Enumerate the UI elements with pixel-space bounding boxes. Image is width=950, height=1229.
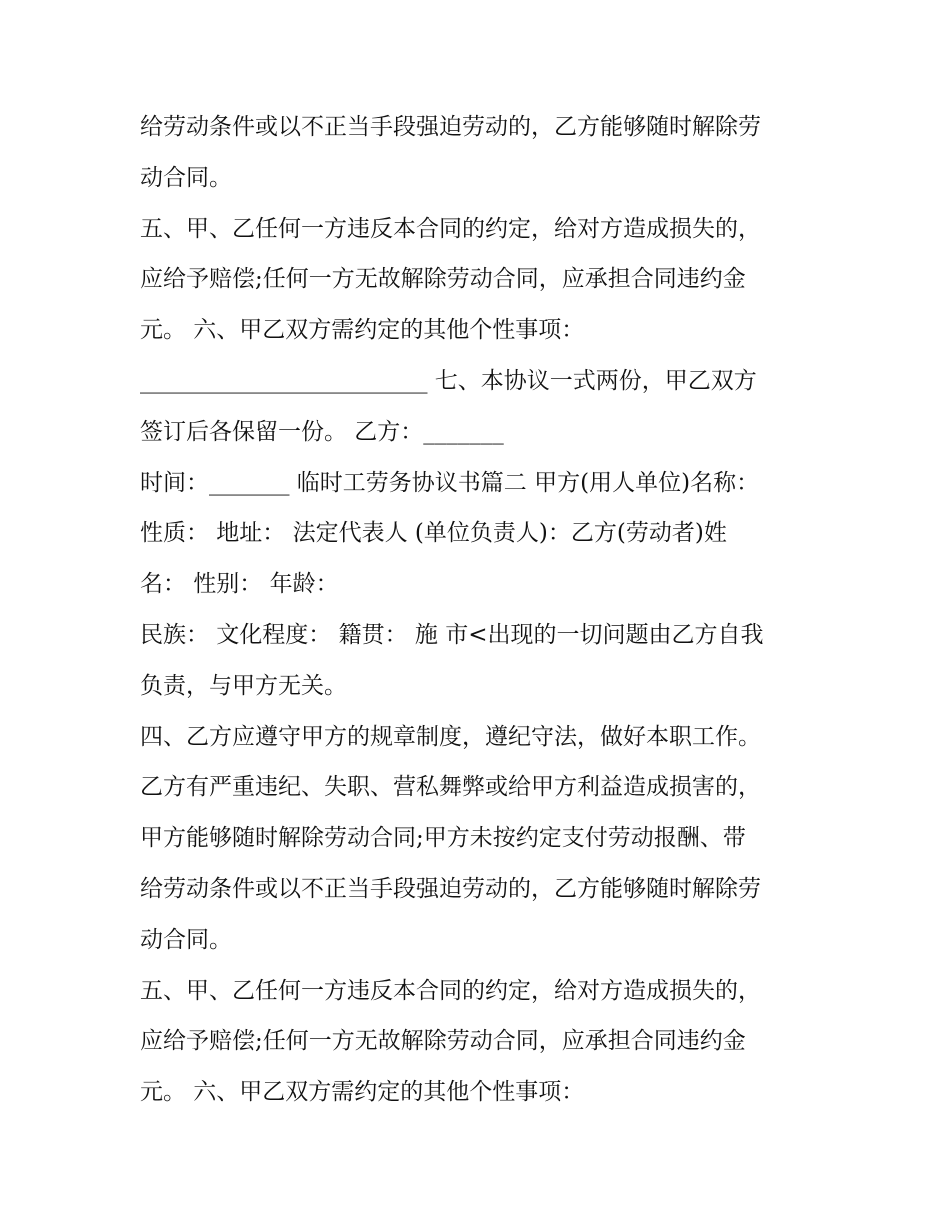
text-line: 签订后各保留一份。 乙方：_______ — [140, 418, 504, 445]
text-line: _________________________ 七、本协议一式两份，甲乙双方 — [140, 367, 757, 394]
text-line: 时间：_______ 临时工劳务协议书篇二 甲方(用人单位)名称： — [140, 469, 760, 496]
text-line: 元。 六、甲乙双方需约定的其他个性事项： — [140, 317, 585, 344]
text-line: 五、甲、乙任何一方违反本合同的约定，给对方造成损失的， — [140, 977, 761, 1004]
text-line: 乙方有严重违纪、失职、营私舞弊或给甲方利益造成损害的， — [140, 774, 761, 801]
text-line: 动合同。 — [140, 926, 232, 953]
text-line: 四、乙方应遵守甲方的规章制度，遵纪守法，做好本职工作。 — [140, 723, 761, 750]
text-line: 应给予赔偿;任何一方无故解除劳动合同，应承担合同违约金 — [140, 266, 746, 293]
text-line: 民族： 文化程度： 籍贯： 施 市<出现的一切问题由乙方自我 — [140, 621, 764, 648]
text-line: 元。 六、甲乙双方需约定的其他个性事项： — [140, 1079, 585, 1106]
text-line: 名： 性别： 年龄： — [140, 571, 339, 598]
text-line: 性质： 地址： 法定代表人 (单位负责人)：乙方(劳动者)姓 — [140, 520, 727, 547]
text-line: 五、甲、乙任何一方违反本合同的约定，给对方造成损失的， — [140, 215, 761, 242]
text-line: 动合同。 — [140, 164, 232, 191]
text-line: 给劳动条件或以不正当手段强迫劳动的，乙方能够随时解除劳 — [140, 875, 761, 902]
text-line: 给劳动条件或以不正当手段强迫劳动的，乙方能够随时解除劳 — [140, 114, 761, 140]
text-line: 应给予赔偿;任何一方无故解除劳动合同，应承担合同违约金 — [140, 1028, 746, 1055]
text-line: 负责，与甲方无关。 — [140, 672, 347, 699]
document-body — [140, 102, 830, 1118]
text-line: 甲方能够随时解除劳动合同;甲方未按约定支付劳动报酬、带 — [140, 825, 746, 852]
